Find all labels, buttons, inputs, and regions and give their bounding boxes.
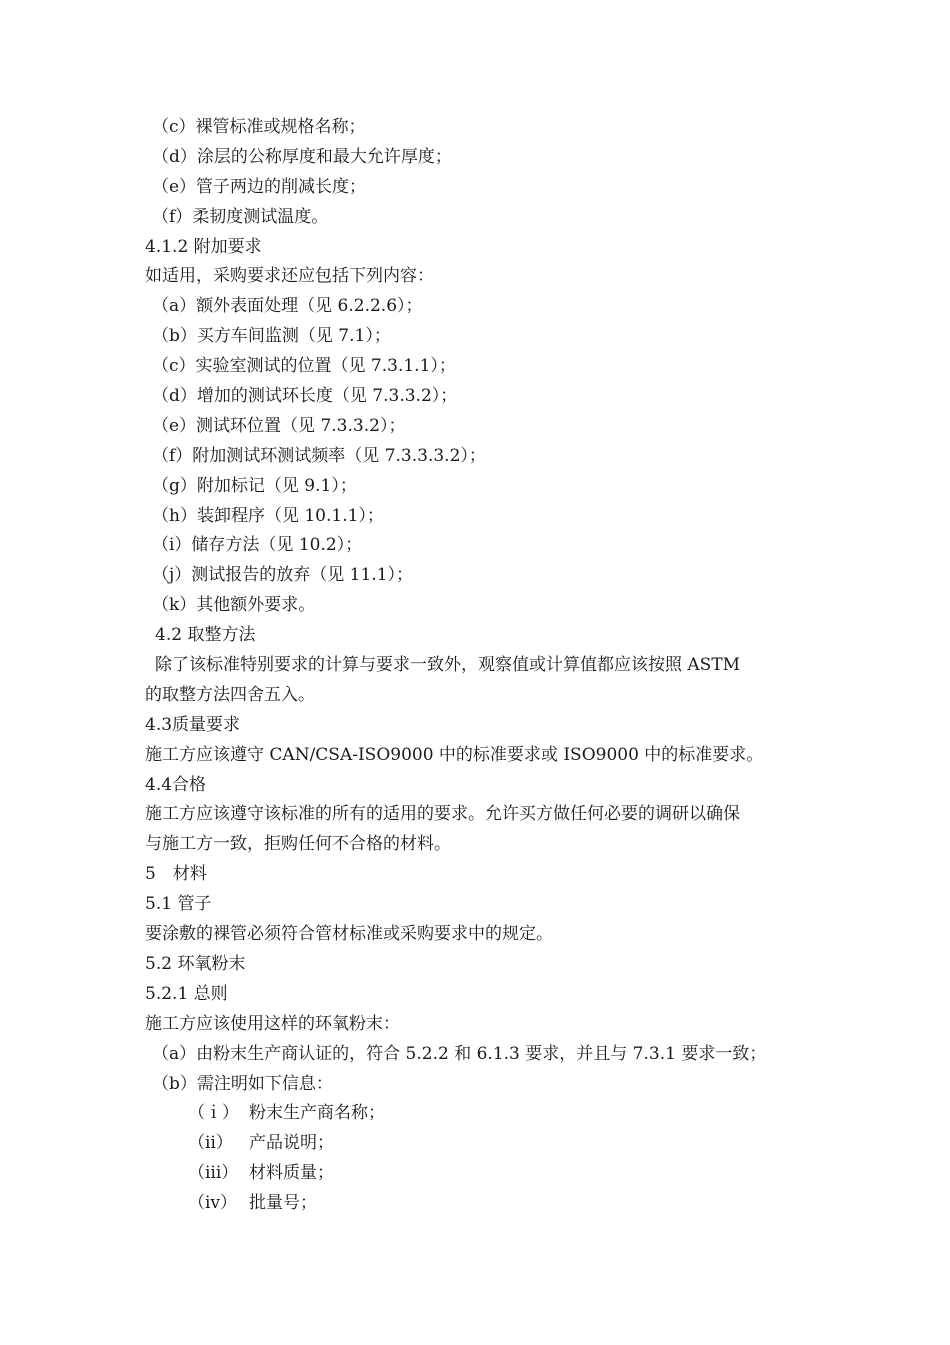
text-line: 施工方应该遵守 CAN/CSA-ISO9000 中的标准要求或 ISO9000 中的标准要求。 [145, 744, 764, 765]
text-line: 4.3质量要求 [145, 714, 241, 735]
text-line: （a）额外表面处理（见 6.2.2.6）； [152, 296, 423, 317]
sublist-number: （ⅳ） [188, 1193, 238, 1214]
sublist-item [0, 1129, 950, 1159]
text-line: 5.2.1 总则 [145, 983, 228, 1004]
text-line: 施工方应该遵守该标准的所有的适用的要求。允许买方做任何必要的调研以确保 [145, 804, 740, 825]
text-line: 5.2 环氧粉末 [145, 953, 246, 974]
text-line: 4.1.2 附加要求 [145, 236, 262, 257]
sublist-item [0, 1189, 950, 1219]
sublist-text: 粉末生产商名称； [249, 1103, 385, 1124]
text-line: 5 材料 [145, 864, 207, 885]
text-line: （e）管子两边的削减长度； [152, 176, 367, 197]
text-line: （k）其他额外要求。 [152, 595, 316, 616]
text-line: （e）测试环位置（见 7.3.3.2）； [152, 415, 406, 436]
text-line: 的取整方法四舍五入。 [145, 684, 315, 705]
text-line: 除了该标准特别要求的计算与要求一致外，观察值或计算值都应该按照 ASTM [155, 655, 741, 676]
sublist-number: （ｉ） [188, 1103, 239, 1124]
text-line: 施工方应该使用这样的环氧粉末： [145, 1013, 400, 1034]
text-line: （j）测试报告的放弃（见 11.1）； [152, 565, 414, 586]
sublist-text: 批量号； [249, 1193, 317, 1214]
sublist-number: （ⅲ） [188, 1163, 239, 1184]
text-line: （b）买方车间监测（见 7.1）； [152, 326, 391, 347]
sublist-text: 材料质量； [249, 1163, 334, 1184]
text-line: （c）裸管标准或规格名称； [152, 117, 366, 137]
text-line: （b）需注明如下信息： [152, 1073, 333, 1094]
text-line: （i）储存方法（见 10.2）； [152, 535, 363, 556]
text-line: （g）附加标记（见 9.1）； [152, 475, 357, 496]
text-line: 与施工方一致，拒购任何不合格的材料。 [145, 834, 451, 855]
text-line: 如适用，采购要求还应包括下列内容： [145, 266, 434, 287]
text-line: （d）增加的测试环长度（见 7.3.3.2）； [152, 386, 458, 407]
text-line: （h）装卸程序（见 10.1.1）； [152, 505, 384, 526]
sublist-text: 产品说明； [249, 1133, 334, 1154]
text-line: 4.4合格 [145, 774, 207, 795]
text-line: 4.2 取整方法 [155, 625, 256, 646]
sublist-number: （ⅱ） [188, 1133, 233, 1154]
info-sublist [0, 1099, 950, 1219]
text-line: 5.1 管子 [145, 894, 212, 915]
text-line: （f）柔韧度测试温度。 [152, 206, 329, 227]
document-body [0, 113, 950, 1219]
text-line: （f）附加测试环测试频率（见 7.3.3.3.2）； [152, 445, 486, 466]
text-line: （a）由粉末生产商认证的，符合 5.2.2 和 6.1.3 要求，并且与 7.3.1 要求一致； [152, 1043, 767, 1064]
text-lines [0, 113, 950, 1099]
sublist-item [0, 1159, 950, 1189]
text-line: （d）涂层的公称厚度和最大允许厚度； [152, 146, 452, 167]
sublist-item [0, 1099, 950, 1129]
text-line: 要涂敷的裸管必须符合管材标准或采购要求中的规定。 [145, 924, 553, 945]
text-line: （c）实验室测试的位置（见 7.3.1.1）； [152, 356, 456, 377]
